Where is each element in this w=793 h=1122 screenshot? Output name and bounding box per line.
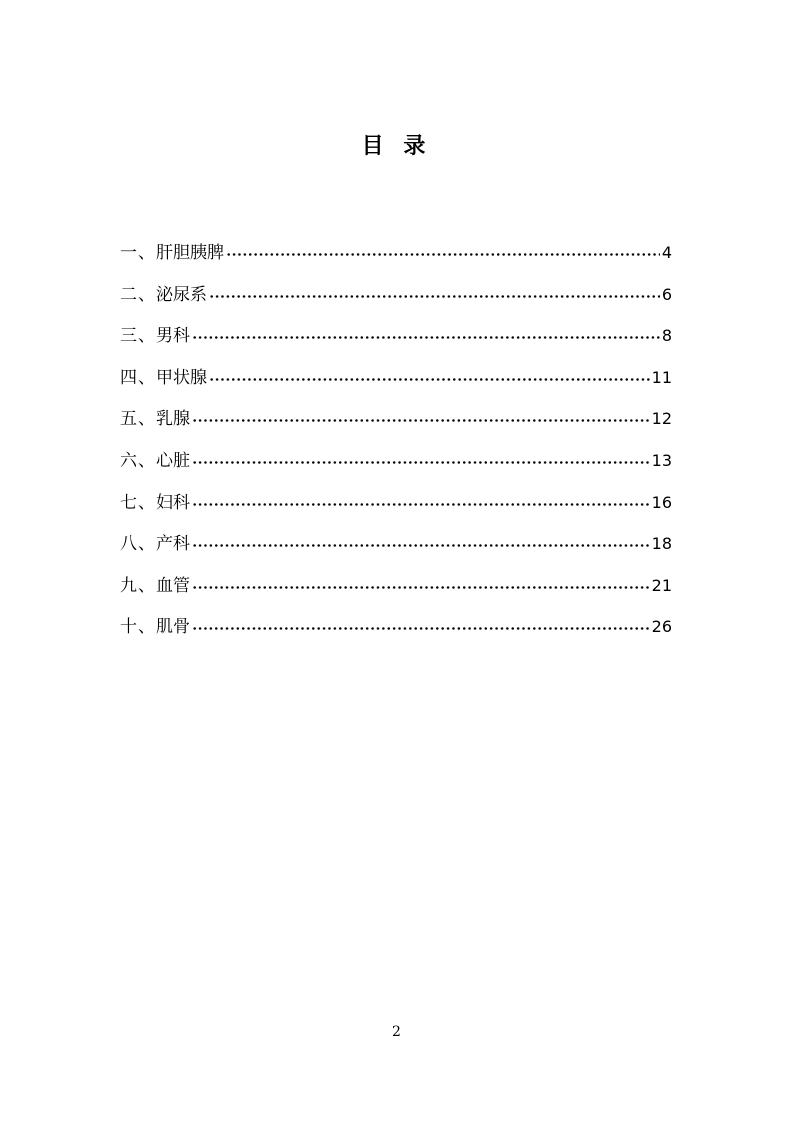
- dot-leader: [192, 326, 660, 344]
- toc-entry-page: 11: [651, 367, 672, 387]
- toc-entry-separator: 、: [138, 450, 155, 471]
- dot-leader: [192, 617, 650, 635]
- toc-entry-separator: 、: [138, 367, 155, 388]
- toc-entry-separator: 、: [138, 534, 155, 555]
- toc-entry-page: 18: [651, 534, 672, 554]
- toc-entry-separator: 、: [138, 284, 155, 305]
- toc-entry-separator: 、: [138, 409, 155, 430]
- toc-entry-number: 六: [120, 450, 137, 471]
- dot-leader: [209, 368, 650, 386]
- toc-entry-page: 26: [651, 617, 672, 637]
- toc-entry-number: 八: [120, 534, 137, 555]
- toc-entry[interactable]: [120, 448, 672, 490]
- dot-leader: [209, 285, 660, 303]
- toc-entry-page: 13: [651, 450, 672, 470]
- dot-leader: [192, 576, 650, 594]
- toc-entry[interactable]: [120, 240, 672, 282]
- toc-entry[interactable]: [120, 573, 672, 615]
- toc-entry-number: 四: [120, 367, 137, 388]
- toc-entry-page: 8: [661, 326, 672, 346]
- toc-entry-title: 心脏: [156, 450, 190, 471]
- toc-entry-number: 三: [120, 326, 137, 347]
- toc-entry-page: 16: [651, 492, 672, 512]
- toc-entry-separator: 、: [138, 575, 155, 596]
- toc-entry-title: 产科: [156, 534, 190, 555]
- page-title: 目 录: [361, 134, 432, 159]
- toc-entry[interactable]: [120, 614, 672, 656]
- toc-entry-title: 血管: [156, 575, 190, 596]
- toc-entry-page: 21: [651, 575, 672, 595]
- toc-entry-title: 肌骨: [156, 617, 190, 638]
- toc-entry-number: 一: [120, 243, 137, 263]
- toc-entry-separator: 、: [138, 617, 155, 638]
- toc-entry-number: 十: [120, 617, 137, 638]
- toc-entry[interactable]: [120, 406, 672, 448]
- dot-leader: [226, 243, 660, 261]
- toc-entry-title: 甲状腺: [156, 367, 207, 388]
- toc-entry-number: 七: [120, 492, 137, 513]
- toc-entry-page: 12: [651, 409, 672, 429]
- toc-entry[interactable]: [120, 282, 672, 324]
- dot-leader: [192, 451, 650, 469]
- toc-entry[interactable]: [120, 490, 672, 532]
- toc-entry[interactable]: [120, 365, 672, 407]
- dot-leader: [192, 534, 650, 552]
- toc-entry-number: 九: [120, 575, 137, 596]
- toc-entry-separator: 、: [138, 326, 155, 347]
- toc-entry-title: 泌尿系: [156, 284, 207, 305]
- toc-entry-number: 五: [120, 409, 137, 430]
- toc-entry-separator: 、: [138, 492, 155, 513]
- toc-entry-title: 男科: [156, 326, 190, 347]
- table-of-contents: [120, 240, 672, 656]
- dot-leader: [192, 493, 650, 511]
- dot-leader: [192, 409, 650, 427]
- toc-entry-title: 乳腺: [156, 409, 190, 430]
- toc-entry[interactable]: [120, 323, 672, 365]
- toc-entry-page: 4: [661, 243, 672, 262]
- toc-entry-number: 二: [120, 284, 137, 305]
- toc-entry-separator: 、: [138, 243, 155, 263]
- page-number: 2: [392, 1024, 401, 1040]
- toc-entry-title: 妇科: [156, 492, 190, 513]
- toc-entry-title: 肝胆胰脾: [156, 243, 224, 263]
- toc-entry-page: 6: [661, 284, 672, 304]
- toc-entry[interactable]: [120, 531, 672, 573]
